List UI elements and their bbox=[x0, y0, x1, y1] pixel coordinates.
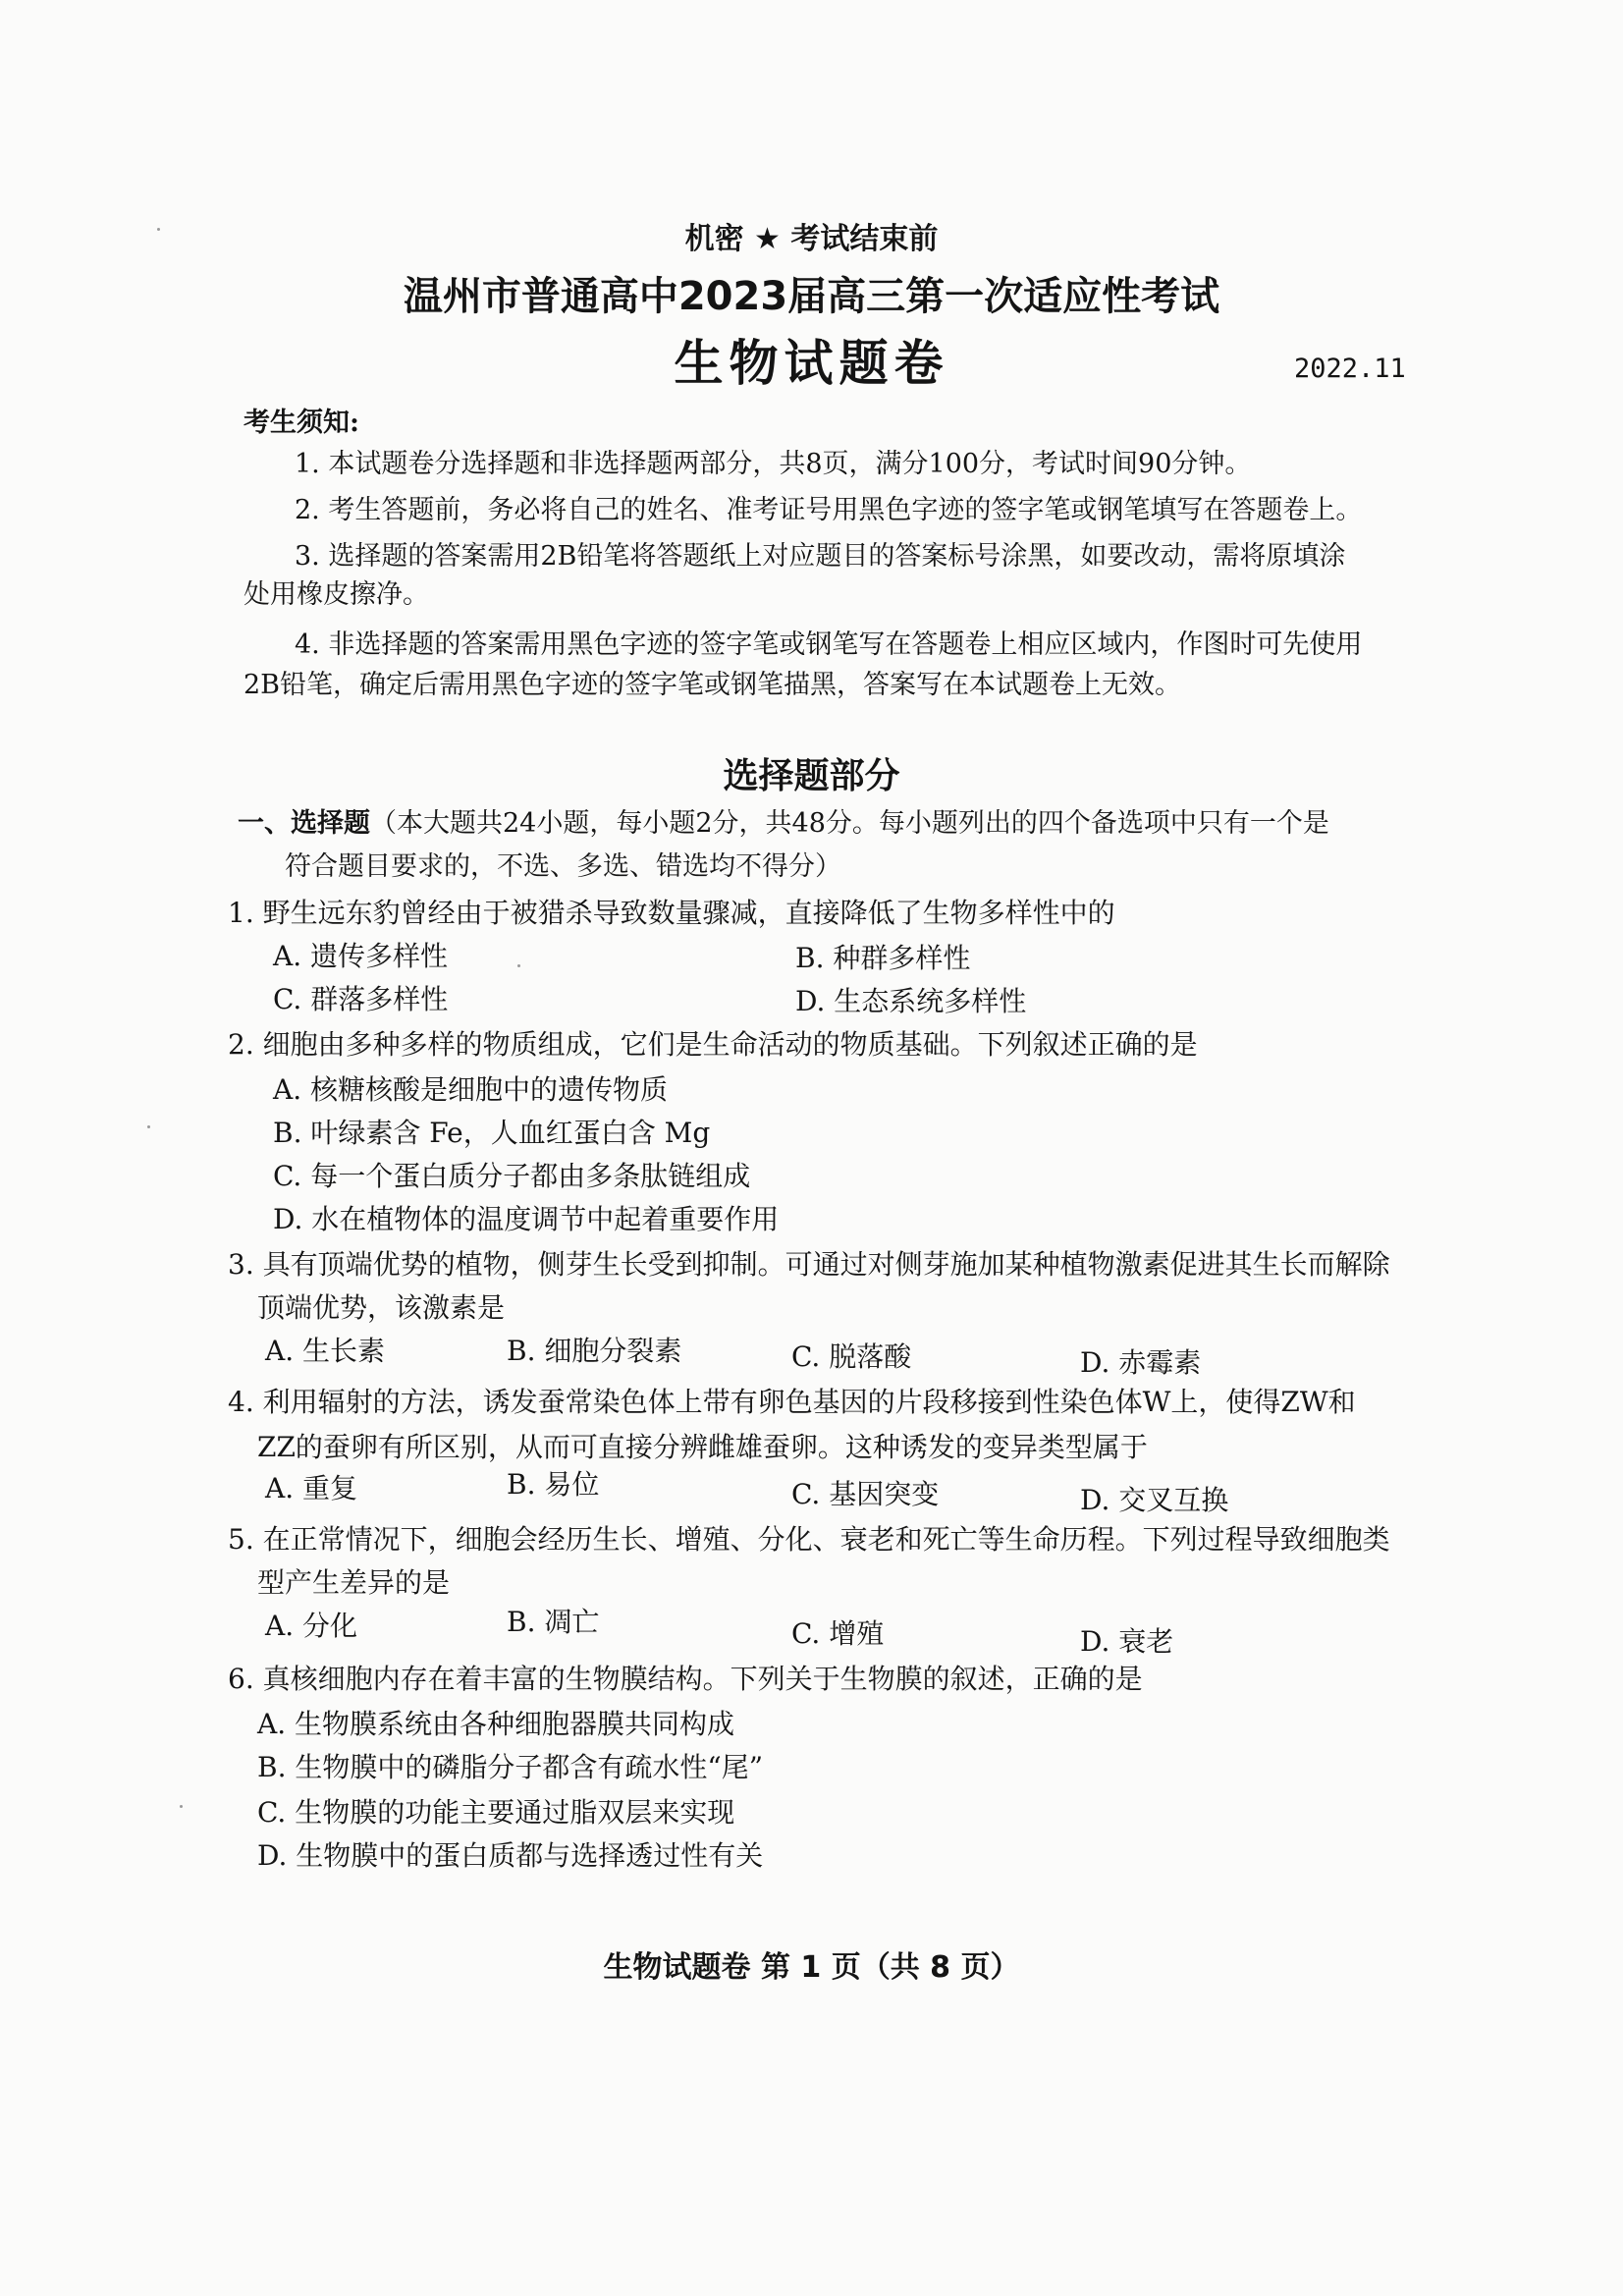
option-c: C. 每一个蛋白质分子都由多条肽链组成 bbox=[273, 1160, 751, 1192]
option-a: A. 分化 bbox=[265, 1610, 358, 1642]
part-description-continuation: 符合题目要求的，不选、多选、错选均不得分） bbox=[285, 851, 841, 882]
option-c: C. 增殖 bbox=[791, 1617, 885, 1650]
part-description: （本大题共24小题，每小题2分，共48分。每小题列出的四个备选项中只有一个是 bbox=[370, 808, 1329, 839]
question-stem: 2. 细胞由多种多样的物质组成，它们是生命活动的物质基础。下列叙述正确的是 bbox=[228, 1028, 1198, 1061]
option-a: A. 生物膜系统由各种细胞器膜共同构成 bbox=[257, 1708, 735, 1740]
option-c: C. 群落多样性 bbox=[273, 983, 449, 1015]
scan-speck bbox=[147, 1125, 150, 1128]
notice-item: 1. 本试题卷分选择题和非选择题两部分，共8页，满分100分，考试时间90分钟。 bbox=[295, 449, 1252, 479]
option-d: D. 衰老 bbox=[1080, 1625, 1174, 1658]
question-stem-continuation: 顶端优势，该激素是 bbox=[257, 1291, 506, 1324]
scan-speck bbox=[180, 1805, 183, 1808]
option-d: D. 生物膜中的蛋白质都与选择透过性有关 bbox=[257, 1839, 764, 1872]
notice-heading: 考生须知: bbox=[243, 408, 359, 438]
option-b: B. 种群多样性 bbox=[795, 942, 971, 974]
option-c: C. 生物膜的功能主要通过脂双层来实现 bbox=[257, 1796, 735, 1829]
scan-speck bbox=[157, 228, 160, 231]
option-d: D. 交叉互换 bbox=[1080, 1484, 1229, 1516]
option-d: D. 水在植物体的温度调节中起着重要作用 bbox=[273, 1203, 780, 1235]
question-stem: 3. 具有顶端优势的植物，侧芽生长受到抑制。可通过对侧芽施加某种植物激素促进其生长而解除 bbox=[228, 1248, 1390, 1281]
question-stem: 4. 利用辐射的方法，诱发蚕常染色体上带有卵色基因的片段移接到性染色体W上，使得ZW和 bbox=[228, 1386, 1356, 1418]
option-a: A. 生长素 bbox=[265, 1335, 386, 1367]
option-c: C. 脱落酸 bbox=[791, 1340, 912, 1373]
question-stem: 1. 野生远东豹曾经由于被猎杀导致数量骤减，直接降低了生物多样性中的 bbox=[228, 897, 1115, 929]
part-instructions bbox=[238, 801, 1329, 840]
section-title: 选择题部分 bbox=[723, 756, 900, 796]
exam-title: 温州市普通高中2023届高三第一次适应性考试 bbox=[403, 274, 1220, 319]
option-d: D. 生态系统多样性 bbox=[795, 985, 1027, 1017]
option-b: B. 凋亡 bbox=[507, 1606, 600, 1638]
question-stem-continuation: 型产生差异的是 bbox=[257, 1566, 451, 1599]
exam-date: 2022.11 bbox=[1294, 354, 1406, 384]
option-a: A. 遗传多样性 bbox=[273, 940, 449, 972]
option-b: B. 易位 bbox=[507, 1468, 600, 1501]
confidential-label: 机密 ★ 考试结束前 bbox=[684, 222, 939, 256]
option-b: B. 叶绿素含 Fe，人血红蛋白含 Mg bbox=[273, 1117, 711, 1149]
paper-title: 生物试题卷 bbox=[674, 335, 949, 392]
scan-speck bbox=[517, 964, 520, 967]
notice-item: 4. 非选择题的答案需用黑色字迹的签字笔或钢笔写在答题卷上相应区域内，作图时可先使用 bbox=[295, 629, 1363, 660]
option-b: B. 生物膜中的磷脂分子都含有疏水性“尾” bbox=[257, 1751, 764, 1783]
notice-item: 3. 选择题的答案需用2B铅笔将答题纸上对应题目的答案标号涂黑，如要改动，需将原填涂 bbox=[295, 541, 1346, 572]
option-b: B. 细胞分裂素 bbox=[507, 1335, 682, 1367]
notice-item-continuation: 处用橡皮擦净。 bbox=[243, 579, 429, 610]
part-label: 一、选择题 bbox=[238, 808, 370, 839]
option-a: A. 重复 bbox=[265, 1472, 358, 1504]
notice-item-continuation: 2B铅笔，确定后需用黑色字迹的签字笔或钢笔描黑，答案写在本试题卷上无效。 bbox=[243, 670, 1182, 700]
option-a: A. 核糖核酸是细胞中的遗传物质 bbox=[273, 1073, 669, 1106]
notice-item: 2. 考生答题前，务必将自己的姓名、准考证号用黑色字迹的签字笔或钢笔填写在答题卷上。 bbox=[295, 495, 1363, 525]
question-stem: 6. 真核细胞内存在着丰富的生物膜结构。下列关于生物膜的叙述，正确的是 bbox=[228, 1663, 1143, 1695]
page-footer: 生物试题卷 第 1 页（共 8 页） bbox=[603, 1950, 1020, 1985]
option-c: C. 基因突变 bbox=[791, 1478, 940, 1510]
question-stem-continuation: ZZ的蚕卵有所区别，从而可直接分辨雌雄蚕卵。这种诱发的变异类型属于 bbox=[257, 1431, 1148, 1463]
question-stem: 5. 在正常情况下，细胞会经历生长、增殖、分化、衰老和死亡等生命历程。下列过程导致细胞类 bbox=[228, 1523, 1390, 1556]
option-d: D. 赤霉素 bbox=[1080, 1346, 1202, 1379]
